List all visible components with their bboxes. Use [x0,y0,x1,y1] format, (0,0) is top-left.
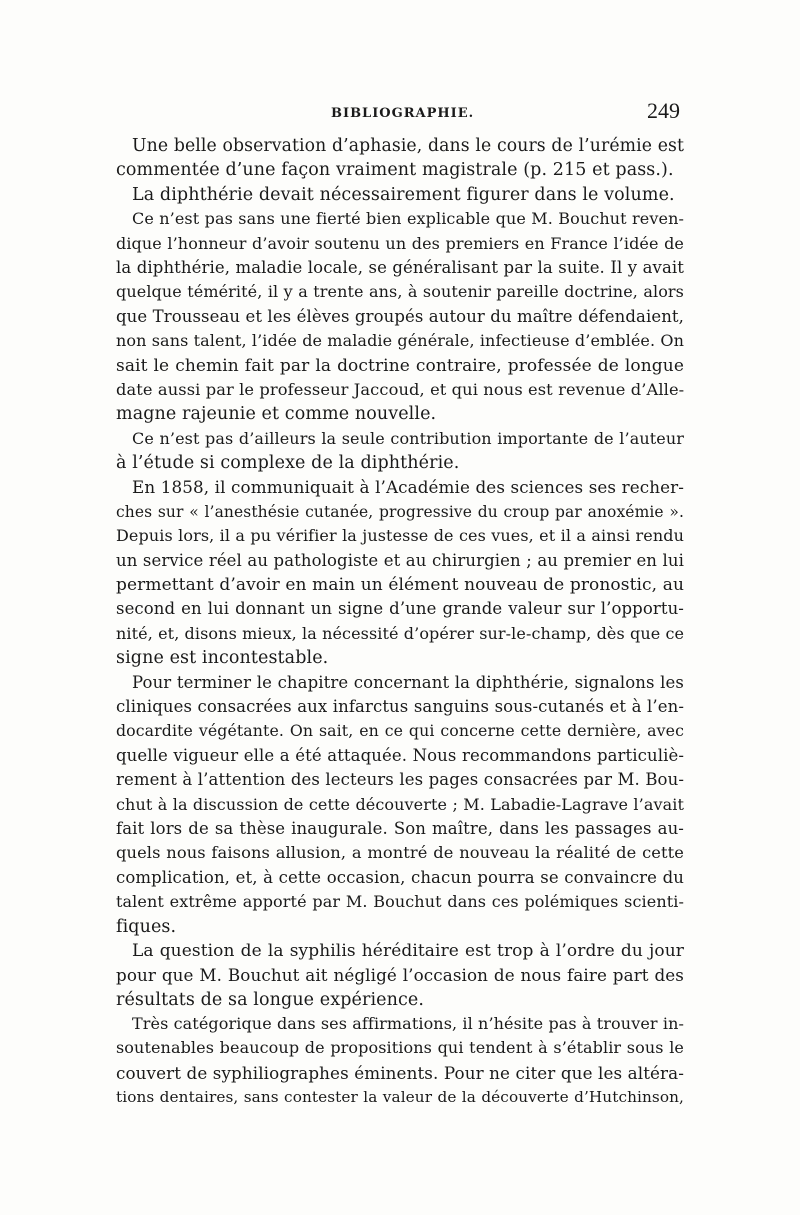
text-line: date aussi par le professeur Jaccoud, et qui nous est revenue d’Alle- [116,379,685,399]
text-line: docardite végétante. On sait, en ce qui concerne cette dernière, avec [116,721,684,741]
text-line: complication, et, à cette occasion, chacun pourra se convaincre du [116,867,684,887]
text-line: non sans talent, l’idée de maladie générale, infectieuse d’emblée. On [116,331,684,351]
text-line: talent extrême apporté par M. Bouchut dans ces polémiques scienti- [116,892,684,912]
text-line: fiques. [116,916,177,937]
text-line: fait lors de sa thèse inaugurale. Son maître, dans les passages au- [116,818,684,838]
text-line: chut à la discussion de cette découverte ; M. Labadie-Lagrave l’avait [116,794,684,814]
text-line: Ce n’est pas d’ailleurs la seule contribution importante de l’auteur [132,428,684,448]
text-line: quels nous faisons allusion, a montré de nouveau la réalité de cette [116,843,684,863]
text-line: second en lui donnant un signe d’une grande valeur sur l’opportu- [116,599,684,619]
text-line: Depuis lors, il a pu vérifier la justesse de ces vues, et il a ainsi rendu [116,526,684,546]
text-line: soutenables beaucoup de propositions qui tendent à s’établir sous le [116,1038,684,1058]
text-line: dique l’honneur d’avoir soutenu un des premiers en France l’idée de [116,233,684,253]
text-line: un service réel au pathologiste et au chirurgien ; au premier en lui [116,550,684,570]
text-line: résultats de sa longue expérience. [116,989,425,1010]
text-line: La diphthérie devait nécessairement figurer dans le volume. [132,184,675,205]
text-line: quelque témérité, il y a trente ans, à soutenir pareille doctrine, alors [116,282,684,302]
text-line: sait le chemin fait par la doctrine contraire, professée de longue [116,355,684,376]
text-line: Une belle observation d’aphasie, dans le cours de l’urémie est [132,136,684,156]
text-line: permettant d’avoir en main un élément nouveau de pronostic, au [116,575,684,596]
text-line: la diphthérie, maladie locale, se généralisant par la suite. Il y avait [116,257,684,277]
text-line: pour que M. Bouchut ait négligé l’occasion de nous faire part des [116,965,684,986]
text-line: que Trousseau et les élèves groupés autour du maître défendaient, [116,306,684,326]
text-line: Ce n’est pas sans une fierté bien explicable que M. Bouchut reven- [132,209,684,229]
text-line: Pour terminer le chapitre concernant la diphthérie, signalons les [132,672,684,692]
page-number: 249 [647,98,680,123]
text-line: tions dentaires, sans contester la valeur de la découverte d’Hutchinson, [116,1088,684,1107]
text-line: couvert de syphiliographes éminents. Pour ne citer que les altéra- [116,1062,684,1083]
text-line: signe est incontestable. [116,648,329,669]
text-line: En 1858, il communiquait à l’Académie des sciences ses recher- [132,477,684,498]
running-header [0,98,800,128]
text-line: quelle vigueur elle a été attaquée. Nous recommandons particuliè- [116,745,684,765]
text-line: magne rajeunie et comme nouvelle. [116,404,437,425]
text-line: ches sur « l’anesthésie cutanée, progressive du croup par anoxémie ». [116,502,684,521]
text-line: cliniques consacrées aux infarctus sanguins sous-cutanés et à l’en- [116,696,684,716]
text-line: rement à l’attention des lecteurs les pages consacrées par M. Bou- [116,770,684,790]
text-line: à l’étude si complexe de la diphthérie. [116,453,460,474]
text-line: nité, et, disons mieux, la nécessité d’opérer sur-le-champ, dès que ce [116,623,685,643]
text-line: commentée d’une façon vraiment magistrale (p. 215 et pass.). [116,160,674,181]
text-line: La question de la syphilis héréditaire est trop à l’ordre du jour [132,940,684,961]
text-line: Très catégorique dans ses affirmations, il n’hésite pas à trouver in- [132,1014,684,1034]
running-title: BIBLIOGRAPHIE. [331,106,475,121]
body-text [116,134,684,1110]
